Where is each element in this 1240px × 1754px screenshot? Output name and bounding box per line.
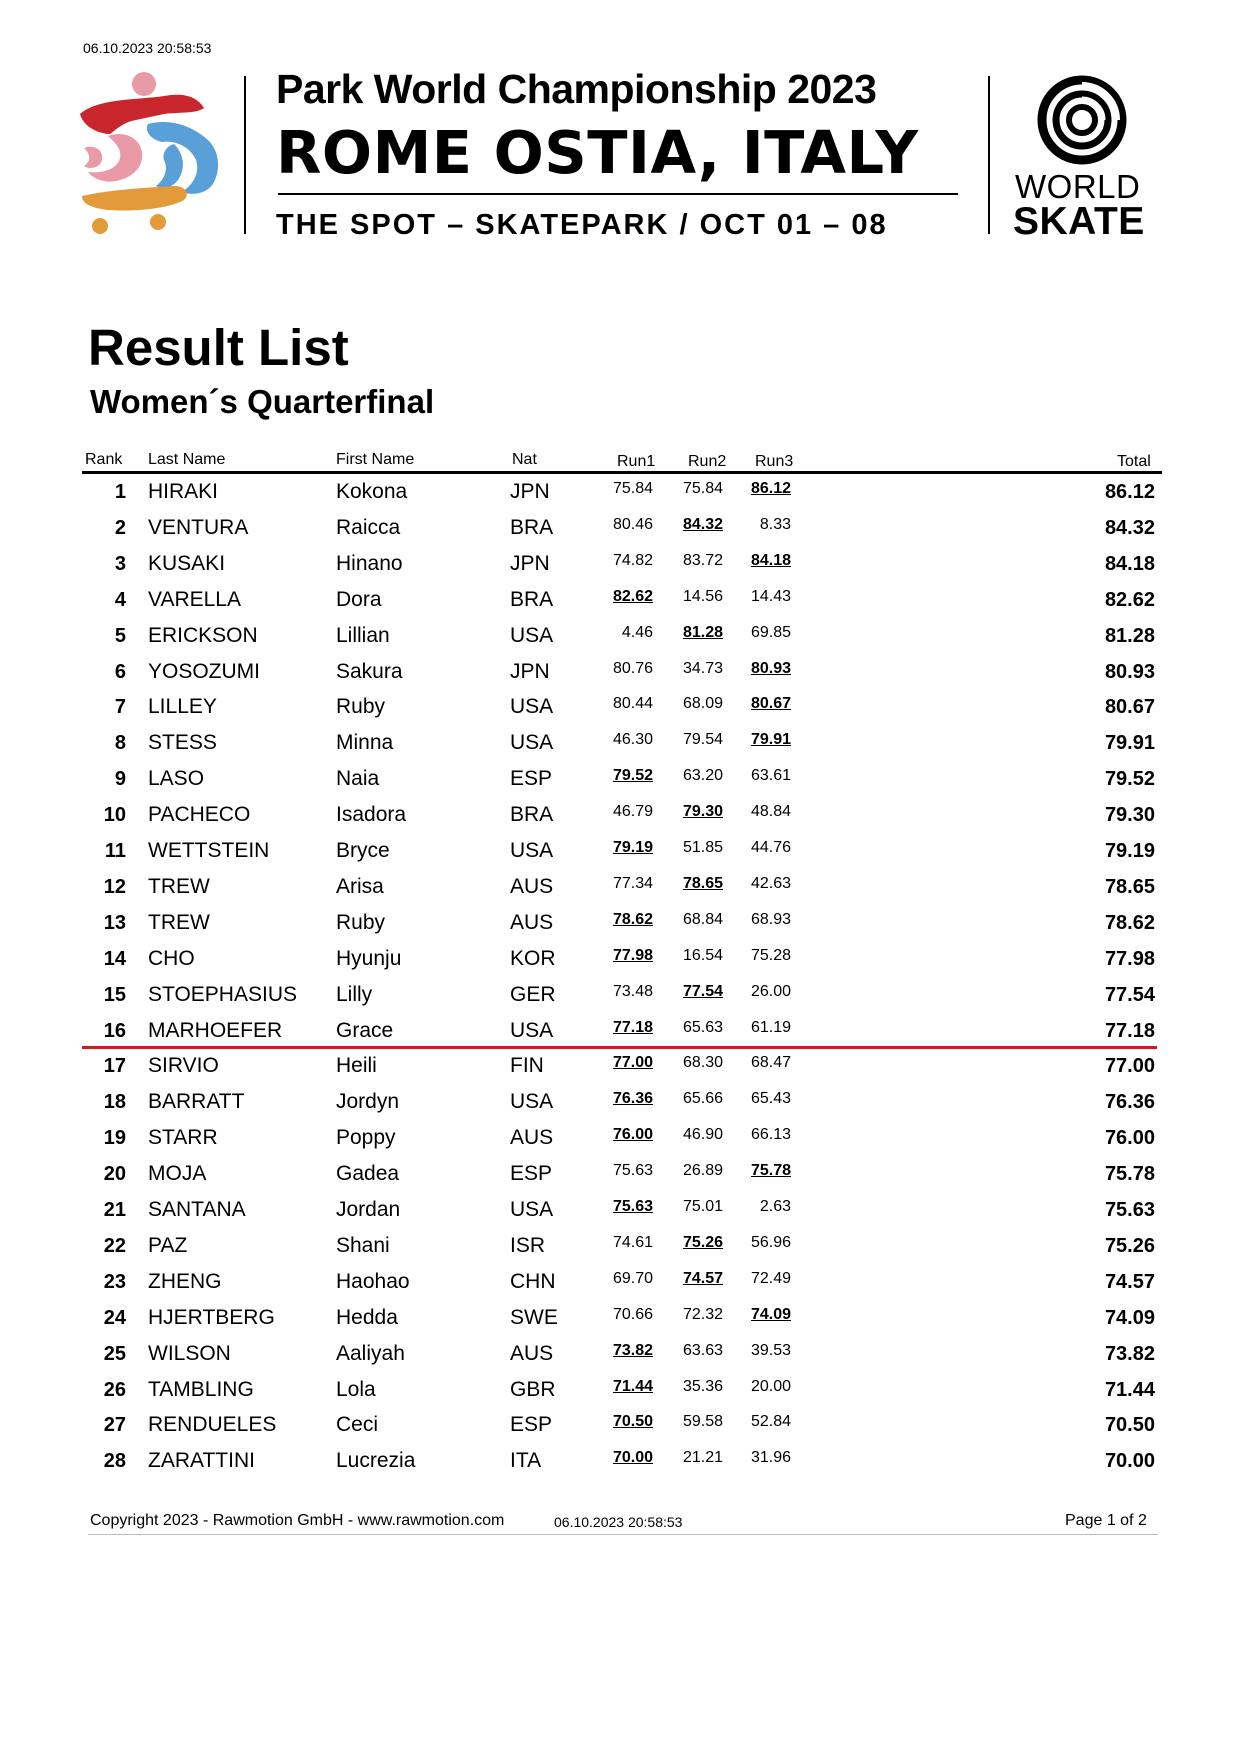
first-name-cell: Bryce <box>336 839 390 862</box>
total-score-cell: 74.09 <box>1104 1306 1155 1329</box>
run1-score-cell: 4.46 <box>621 623 653 641</box>
run1-score-cell: 77.98 <box>612 946 653 964</box>
run3-score-cell: 80.67 <box>750 695 791 713</box>
first-name-cell: Lillian <box>336 623 390 647</box>
rank-cell: 1 <box>114 481 126 503</box>
rank-cell: 25 <box>103 1342 126 1365</box>
first-name-cell: Shani <box>336 1233 390 1257</box>
last-name-cell: ZARATTINI <box>148 1449 255 1473</box>
nationality-cell: ITA <box>510 1449 542 1473</box>
total-score-cell: 77.98 <box>1104 947 1155 970</box>
table-row <box>0 869 1240 905</box>
total-score-cell: 86.12 <box>1104 481 1155 503</box>
first-name-cell: Poppy <box>336 1126 396 1150</box>
run2-score-cell: 78.65 <box>682 874 723 892</box>
run3-score-cell: 8.33 <box>759 515 791 533</box>
col-header-run2: Run2 <box>688 453 727 470</box>
rank-cell: 21 <box>103 1199 126 1221</box>
last-name-cell: VENTURA <box>148 515 249 539</box>
nationality-cell: BRA <box>510 515 554 539</box>
table-row <box>0 1300 1240 1336</box>
first-name-cell: Naia <box>336 767 380 791</box>
run1-score-cell: 75.84 <box>612 480 653 497</box>
first-name-cell: Ceci <box>336 1413 379 1437</box>
table-row <box>0 797 1240 833</box>
col-header-first-name: First Name <box>336 451 415 468</box>
first-name-cell: Dora <box>336 587 382 611</box>
total-score-cell: 70.00 <box>1104 1450 1155 1473</box>
rank-cell: 11 <box>104 840 126 862</box>
table-row <box>0 474 1240 510</box>
table-row <box>0 546 1240 582</box>
page-subtitle: Women´s Quarterfinal <box>90 383 435 420</box>
run2-score-cell: 26.89 <box>682 1162 723 1180</box>
run1-score-cell: 80.76 <box>612 659 653 677</box>
first-name-cell: Minna <box>336 731 394 755</box>
run3-score-cell: 84.18 <box>750 551 791 569</box>
run1-score-cell: 77.34 <box>612 874 653 892</box>
run2-score-cell: 75.01 <box>682 1198 723 1215</box>
run2-score-cell: 79.54 <box>682 731 723 749</box>
rank-cell: 3 <box>114 552 126 575</box>
print-timestamp: 06.10.2023 20:58:53 <box>83 40 212 56</box>
table-row <box>0 1336 1240 1372</box>
footer-page-number: Page 1 of 2 <box>1065 1512 1147 1529</box>
table-row <box>0 1156 1240 1192</box>
nationality-cell: AUS <box>510 874 554 898</box>
run1-score-cell: 80.46 <box>612 515 653 533</box>
run2-score-cell: 77.54 <box>682 982 723 1000</box>
total-score-cell: 82.62 <box>1104 588 1155 611</box>
rank-cell: 24 <box>103 1306 126 1329</box>
table-row <box>0 689 1240 725</box>
first-name-cell: Sakura <box>336 659 403 683</box>
nationality-cell: USA <box>510 1018 554 1042</box>
rank-cell: 14 <box>103 947 126 970</box>
run1-score-cell: 70.66 <box>612 1305 653 1323</box>
table-row <box>0 1048 1240 1084</box>
total-score-cell: 77.54 <box>1104 983 1155 1006</box>
run2-score-cell: 65.63 <box>682 1018 723 1036</box>
first-name-cell: Raicca <box>336 515 401 539</box>
last-name-cell: HIRAKI <box>148 480 219 503</box>
header-rule <box>278 193 958 195</box>
col-header-total: Total <box>1117 453 1151 470</box>
first-name-cell: Heili <box>336 1054 377 1078</box>
rank-cell: 8 <box>114 732 126 755</box>
total-score-cell: 70.50 <box>1104 1414 1155 1437</box>
table-row <box>0 1228 1240 1264</box>
table-row <box>0 1264 1240 1300</box>
total-score-cell: 78.65 <box>1104 875 1155 898</box>
first-name-cell: Isadora <box>336 803 407 827</box>
rank-cell: 22 <box>103 1234 126 1257</box>
last-name-cell: TREW <box>148 910 210 934</box>
nationality-cell: USA <box>510 731 554 755</box>
run3-score-cell: 65.43 <box>750 1090 791 1108</box>
col-header-run1: Run1 <box>617 453 656 470</box>
run2-score-cell: 16.54 <box>682 946 723 964</box>
col-header-last-name: Last Name <box>148 451 226 468</box>
nationality-cell: USA <box>510 1090 554 1114</box>
first-name-cell: Hinano <box>336 551 403 575</box>
last-name-cell: MARHOEFER <box>148 1018 283 1042</box>
first-name-cell: Kokona <box>336 480 408 503</box>
nationality-cell: SWE <box>510 1305 558 1329</box>
table-row <box>0 941 1240 977</box>
run3-score-cell: 72.49 <box>750 1269 791 1287</box>
rank-cell: 23 <box>103 1270 126 1293</box>
first-name-cell: Grace <box>336 1018 394 1042</box>
first-name-cell: Arisa <box>336 874 384 898</box>
run1-score-cell: 76.36 <box>612 1090 653 1108</box>
run2-score-cell: 79.30 <box>682 803 723 821</box>
run3-score-cell: 80.93 <box>750 659 791 677</box>
total-score-cell: 77.00 <box>1104 1055 1155 1078</box>
last-name-cell: STARR <box>148 1126 218 1150</box>
run1-score-cell: 80.44 <box>612 695 653 713</box>
total-score-cell: 75.26 <box>1104 1234 1155 1257</box>
run3-score-cell: 74.09 <box>750 1305 791 1323</box>
total-score-cell: 84.32 <box>1104 516 1155 539</box>
table-row <box>0 510 1240 546</box>
last-name-cell: HJERTBERG <box>148 1305 275 1329</box>
run3-score-cell: 61.19 <box>750 1018 791 1036</box>
last-name-cell: ZHENG <box>148 1269 222 1293</box>
rank-cell: 2 <box>114 516 126 539</box>
run2-score-cell: 63.20 <box>682 767 723 785</box>
nationality-cell: GER <box>510 982 556 1006</box>
nationality-cell: GBR <box>510 1377 556 1401</box>
run1-score-cell: 73.48 <box>612 982 653 1000</box>
run3-score-cell: 66.13 <box>750 1126 791 1144</box>
first-name-cell: Gadea <box>336 1162 400 1186</box>
first-name-cell: Lucrezia <box>336 1449 416 1473</box>
run2-score-cell: 65.66 <box>682 1090 723 1108</box>
run3-score-cell: 14.43 <box>750 587 791 605</box>
last-name-cell: TREW <box>148 874 210 898</box>
last-name-cell: LILLEY <box>148 695 217 719</box>
last-name-cell: SIRVIO <box>148 1054 219 1078</box>
run1-score-cell: 74.61 <box>612 1233 653 1251</box>
first-name-cell: Hyunju <box>336 946 402 970</box>
run3-score-cell: 79.91 <box>750 731 791 749</box>
run1-score-cell: 46.79 <box>612 803 653 821</box>
rank-cell: 9 <box>114 768 126 791</box>
last-name-cell: VARELLA <box>148 587 241 611</box>
total-score-cell: 71.44 <box>1104 1378 1155 1401</box>
nationality-cell: USA <box>510 1198 554 1221</box>
run1-score-cell: 79.19 <box>612 839 653 856</box>
run3-score-cell: 44.76 <box>750 839 791 856</box>
rank-cell: 6 <box>114 660 126 683</box>
rank-cell: 15 <box>103 983 126 1006</box>
nationality-cell: KOR <box>510 946 556 970</box>
last-name-cell: ERICKSON <box>148 623 258 647</box>
last-name-cell: YOSOZUMI <box>148 659 261 683</box>
total-score-cell: 73.82 <box>1104 1342 1155 1365</box>
rank-cell: 20 <box>103 1163 126 1186</box>
col-header-rank: Rank <box>85 451 123 468</box>
first-name-cell: Ruby <box>336 695 386 719</box>
total-score-cell: 81.28 <box>1104 624 1155 647</box>
last-name-cell: STESS <box>148 731 217 755</box>
nationality-cell: ESP <box>510 767 553 791</box>
run1-score-cell: 70.50 <box>612 1413 653 1431</box>
rank-cell: 28 <box>103 1450 126 1473</box>
total-score-cell: 76.00 <box>1104 1127 1155 1150</box>
run1-score-cell: 76.00 <box>612 1126 653 1144</box>
run2-score-cell: 68.84 <box>682 910 723 928</box>
nationality-cell: ISR <box>510 1233 546 1257</box>
last-name-cell: LASO <box>148 767 205 791</box>
run2-score-cell: 21.21 <box>682 1449 723 1467</box>
run3-score-cell: 68.47 <box>750 1054 791 1072</box>
nationality-cell: AUS <box>510 910 554 934</box>
last-name-cell: SANTANA <box>148 1198 246 1221</box>
run1-score-cell: 69.70 <box>612 1269 653 1287</box>
total-score-cell: 79.19 <box>1104 840 1155 862</box>
last-name-cell: RENDUELES <box>148 1413 277 1437</box>
total-score-cell: 74.57 <box>1104 1270 1155 1293</box>
page-title: Result List <box>88 319 349 376</box>
rank-cell: 13 <box>103 911 126 934</box>
footer-timestamp: 06.10.2023 20:58:53 <box>554 1514 683 1530</box>
table-row <box>0 582 1240 618</box>
run3-score-cell: 39.53 <box>750 1341 791 1359</box>
last-name-cell: PACHECO <box>148 803 251 827</box>
nationality-cell: JPN <box>510 480 550 503</box>
run2-score-cell: 75.84 <box>682 480 723 497</box>
header-divider-left <box>244 76 246 234</box>
world-skate-word-2: SKATE <box>1013 200 1145 243</box>
run2-score-cell: 83.72 <box>682 551 723 569</box>
run2-score-cell: 59.58 <box>682 1413 723 1431</box>
total-score-cell: 75.78 <box>1104 1163 1155 1186</box>
run1-score-cell: 82.62 <box>612 587 653 605</box>
run3-score-cell: 75.78 <box>750 1162 791 1180</box>
first-name-cell: Jordyn <box>336 1090 400 1114</box>
nationality-cell: ESP <box>510 1413 553 1437</box>
run1-score-cell: 46.30 <box>612 731 653 749</box>
table-row <box>0 1407 1240 1443</box>
nationality-cell: AUS <box>510 1341 554 1365</box>
table-row <box>0 1372 1240 1408</box>
run2-score-cell: 63.63 <box>682 1341 723 1359</box>
run2-score-cell: 46.90 <box>682 1126 723 1144</box>
table-row <box>0 905 1240 941</box>
total-score-cell: 76.36 <box>1104 1091 1155 1114</box>
first-name-cell: Lola <box>336 1377 376 1401</box>
first-name-cell: Lilly <box>336 982 373 1006</box>
run3-score-cell: 31.96 <box>750 1449 791 1467</box>
event-title: Park World Championship 2023 <box>276 66 877 112</box>
run3-score-cell: 20.00 <box>750 1377 791 1395</box>
rank-cell: 4 <box>114 588 126 611</box>
table-row <box>0 1192 1240 1228</box>
nationality-cell: CHN <box>510 1269 556 1293</box>
total-score-cell: 77.18 <box>1104 1019 1155 1042</box>
last-name-cell: CHO <box>148 946 195 970</box>
table-row <box>0 977 1240 1013</box>
run2-score-cell: 74.57 <box>682 1269 723 1287</box>
table-row <box>0 1443 1240 1479</box>
rank-cell: 27 <box>103 1414 126 1437</box>
run3-score-cell: 52.84 <box>750 1413 791 1431</box>
last-name-cell: WILSON <box>148 1341 231 1365</box>
run2-score-cell: 68.30 <box>682 1054 723 1072</box>
run1-score-cell: 77.18 <box>612 1018 653 1036</box>
table-row <box>0 1120 1240 1156</box>
last-name-cell: TAMBLING <box>148 1377 254 1401</box>
footer-rule <box>88 1534 1158 1535</box>
nationality-cell: BRA <box>510 803 554 827</box>
nationality-cell: USA <box>510 695 554 719</box>
run3-score-cell: 63.61 <box>750 767 791 785</box>
total-score-cell: 79.52 <box>1104 768 1155 791</box>
run1-score-cell: 73.82 <box>612 1341 653 1359</box>
total-score-cell: 79.91 <box>1104 732 1155 755</box>
rank-cell: 5 <box>114 624 126 647</box>
run3-score-cell: 69.85 <box>750 623 791 641</box>
last-name-cell: BARRATT <box>148 1090 245 1114</box>
nationality-cell: AUS <box>510 1126 554 1150</box>
rank-cell: 10 <box>103 804 126 827</box>
run2-score-cell: 68.09 <box>682 695 723 713</box>
col-header-nat: Nat <box>512 451 537 468</box>
world-skate-logo <box>1016 74 1150 174</box>
event-venue-dates: THE SPOT – SKATEPARK / OCT 01 – 08 <box>276 209 888 241</box>
header-divider-right <box>988 76 990 234</box>
run3-score-cell: 42.63 <box>750 874 791 892</box>
nationality-cell: USA <box>510 623 554 647</box>
table-row <box>0 654 1240 690</box>
run1-score-cell: 75.63 <box>612 1198 653 1215</box>
nationality-cell: JPN <box>510 551 550 575</box>
run2-score-cell: 72.32 <box>682 1305 723 1323</box>
run1-score-cell: 74.82 <box>612 551 653 569</box>
nationality-cell: USA <box>510 839 554 862</box>
run3-score-cell: 86.12 <box>750 480 791 497</box>
rank-cell: 17 <box>103 1055 126 1078</box>
world-skate-word-1: WORLD <box>1015 168 1141 205</box>
run3-score-cell: 68.93 <box>750 910 791 928</box>
table-row <box>0 618 1240 654</box>
table-row <box>0 833 1240 869</box>
run1-score-cell: 75.63 <box>612 1162 653 1180</box>
last-name-cell: KUSAKI <box>148 551 226 575</box>
first-name-cell: Jordan <box>336 1198 401 1221</box>
nationality-cell: ESP <box>510 1162 553 1186</box>
last-name-cell: PAZ <box>148 1233 188 1257</box>
first-name-cell: Ruby <box>336 910 386 934</box>
qualification-cutoff-line <box>82 1046 1157 1049</box>
total-score-cell: 84.18 <box>1104 552 1155 575</box>
run3-score-cell: 48.84 <box>750 803 791 821</box>
total-score-cell: 79.30 <box>1104 804 1155 827</box>
last-name-cell: WETTSTEIN <box>148 839 270 862</box>
rank-cell: 18 <box>103 1091 126 1114</box>
event-location: ROME OSTIA, ITALY <box>276 118 919 187</box>
rome-ostia-skater-logo <box>78 72 224 242</box>
run2-score-cell: 35.36 <box>682 1377 723 1395</box>
run3-score-cell: 75.28 <box>750 946 791 964</box>
last-name-cell: STOEPHASIUS <box>148 982 297 1006</box>
nationality-cell: FIN <box>510 1054 544 1078</box>
run3-score-cell: 56.96 <box>750 1233 791 1251</box>
run1-score-cell: 70.00 <box>612 1449 653 1467</box>
footer-copyright: Copyright 2023 - Rawmotion GmbH - www.rawmotion.com <box>90 1512 505 1529</box>
rank-cell: 7 <box>114 696 126 719</box>
first-name-cell: Aaliyah <box>336 1341 405 1365</box>
table-row <box>0 1084 1240 1120</box>
run2-score-cell: 51.85 <box>682 839 723 856</box>
nationality-cell: BRA <box>510 587 554 611</box>
run2-score-cell: 14.56 <box>682 587 723 605</box>
run2-score-cell: 81.28 <box>682 623 723 641</box>
table-row <box>0 725 1240 761</box>
total-score-cell: 78.62 <box>1104 911 1155 934</box>
run1-score-cell: 79.52 <box>612 767 653 785</box>
rank-cell: 12 <box>103 875 126 898</box>
nationality-cell: JPN <box>510 659 550 683</box>
table-row <box>0 1013 1240 1049</box>
total-score-cell: 80.67 <box>1104 696 1155 719</box>
run3-score-cell: 26.00 <box>750 982 791 1000</box>
run2-score-cell: 84.32 <box>682 515 723 533</box>
run3-score-cell: 2.63 <box>759 1198 791 1215</box>
rank-cell: 19 <box>103 1127 126 1150</box>
first-name-cell: Hedda <box>336 1305 398 1329</box>
run1-score-cell: 78.62 <box>612 910 653 928</box>
rank-cell: 26 <box>103 1378 126 1401</box>
first-name-cell: Haohao <box>336 1269 410 1293</box>
last-name-cell: MOJA <box>148 1162 207 1186</box>
table-row <box>0 761 1240 797</box>
col-header-run3: Run3 <box>755 453 794 470</box>
run2-score-cell: 34.73 <box>682 659 723 677</box>
run1-score-cell: 71.44 <box>612 1377 653 1395</box>
run1-score-cell: 77.00 <box>612 1054 653 1072</box>
run2-score-cell: 75.26 <box>682 1233 723 1251</box>
rank-cell: 16 <box>103 1019 126 1042</box>
total-score-cell: 80.93 <box>1104 660 1155 683</box>
total-score-cell: 75.63 <box>1104 1199 1155 1221</box>
